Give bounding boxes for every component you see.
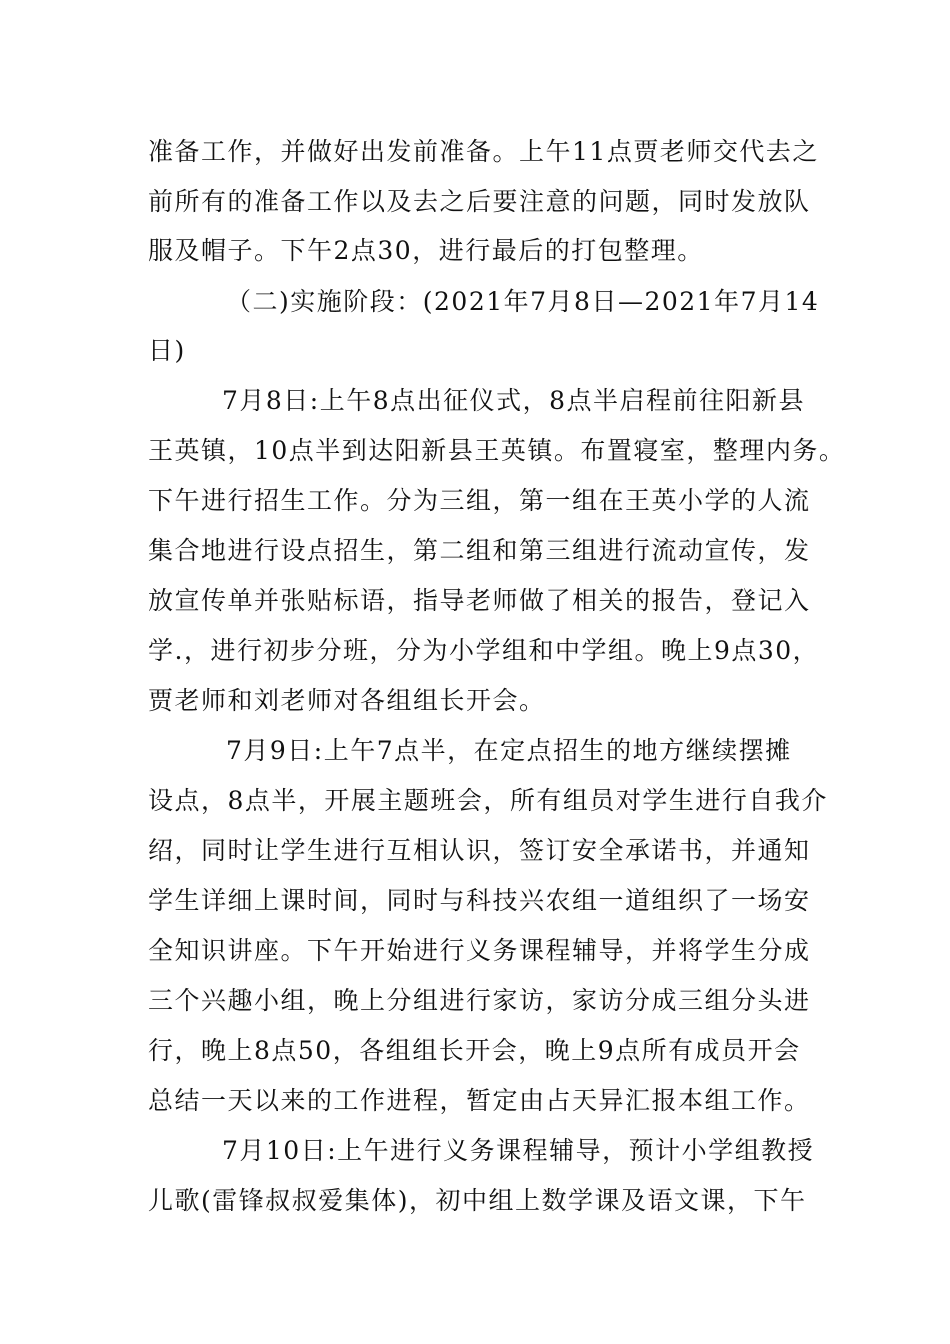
text-line: 服及帽子。下午2点30，进行最后的打包整理。 bbox=[148, 236, 704, 265]
paragraph-start-line: 7月8日:上午8点出征仪式，8点半启程前往阳新县 bbox=[222, 386, 806, 415]
text-line: 日) bbox=[148, 336, 186, 365]
section-heading: （二)实施阶段：(2021年7月8日—2021年7月14 bbox=[226, 287, 820, 316]
text-line: 贾老师和刘老师对各组组长开会。 bbox=[148, 686, 546, 715]
text-line: 总结一天以来的工作进程，暂定由占天异汇报本组工作。 bbox=[148, 1086, 811, 1115]
text-line: 儿歌(雷锋叔叔爱集体)，初中组上数学课及语文课，下午 bbox=[148, 1186, 807, 1215]
paragraph-start-line: 7月9日:上午7点半，在定点招生的地方继续摆摊 bbox=[226, 736, 792, 765]
text-line: 绍，同时让学生进行互相认识，签订安全承诺书，并通知 bbox=[148, 836, 811, 865]
text-line: 学生详细上课时间，同时与科技兴农组一道组织了一场安 bbox=[148, 886, 811, 915]
text-line: 集合地进行设点招生，第二组和第三组进行流动宣传，发 bbox=[148, 536, 811, 565]
text-line: 学.，进行初步分班，分为小学组和中学组。晚上9点30， bbox=[148, 636, 820, 665]
paragraph-start-line: 7月10日:上午进行义务课程辅导，预计小学组教授 bbox=[222, 1136, 815, 1165]
text-line: 放宣传单并张贴标语，指导老师做了相关的报告，登记入 bbox=[148, 586, 811, 615]
text-line: 设点，8点半，开展主题班会，所有组员对学生进行自我介 bbox=[148, 786, 828, 815]
text-line: 王英镇，10点半到达阳新县王英镇。布置寝室，整理内务。 bbox=[148, 436, 846, 465]
text-line: 三个兴趣小组，晚上分组进行家访，家访分成三组分头进 bbox=[148, 986, 811, 1015]
text-line: 下午进行招生工作。分为三组，第一组在王英小学的人流 bbox=[148, 486, 811, 515]
text-line: 行，晚上8点50，各组组长开会，晚上9点所有成员开会 bbox=[148, 1036, 801, 1065]
text-line: 前所有的准备工作以及去之后要注意的问题，同时发放队 bbox=[148, 187, 811, 216]
text-line: 准备工作，并做好出发前准备。上午11点贾老师交代去之 bbox=[148, 137, 819, 166]
text-line: 全知识讲座。下午开始进行义务课程辅导，并将学生分成 bbox=[148, 936, 811, 965]
